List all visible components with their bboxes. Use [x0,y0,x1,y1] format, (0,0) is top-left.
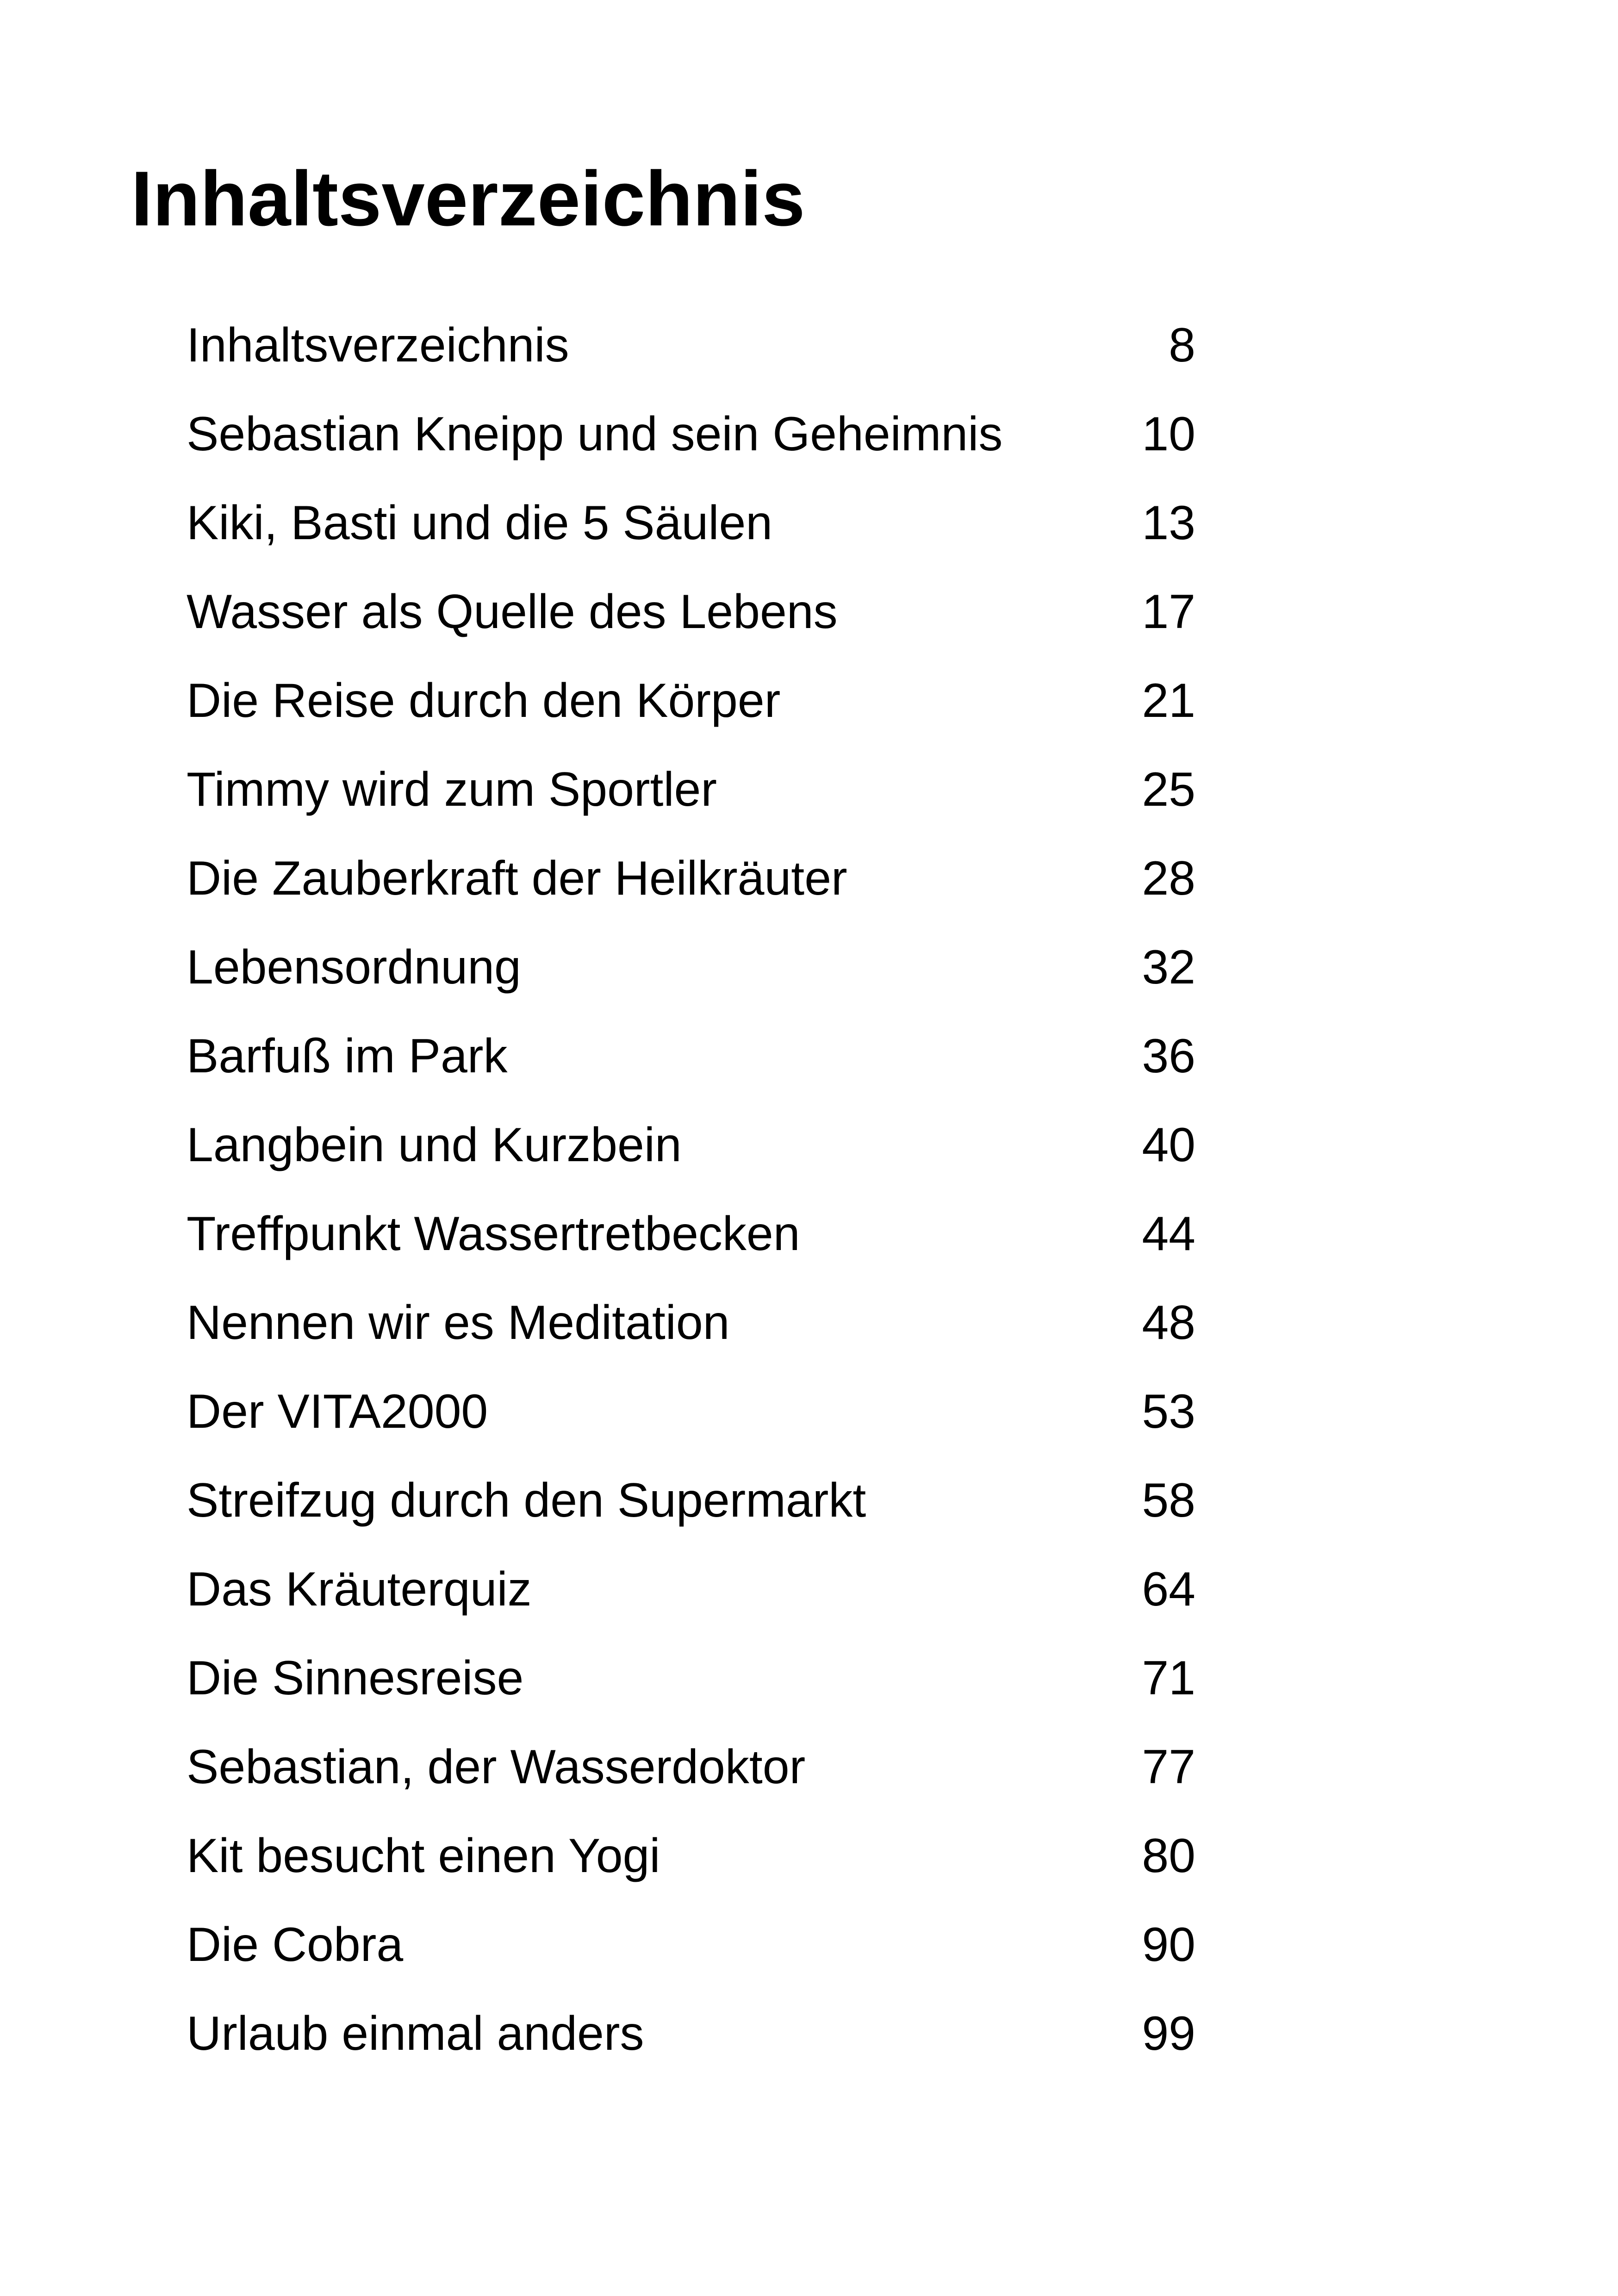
toc-entry-title: Die Reise durch den Körper [187,674,781,728]
toc-entry-title: Der VITA2000 [187,1385,488,1438]
toc-entry-page: 36 [1142,1029,1195,1083]
toc-entry-title: Streifzug durch den Supermarkt [187,1474,866,1527]
toc-entry [187,312,1195,401]
toc-entry [187,1734,1195,1823]
toc-entry-page: 64 [1142,1562,1195,1616]
toc-entry-page: 71 [1142,1651,1195,1705]
toc-entry-page: 25 [1142,763,1195,816]
toc-entry [187,1556,1195,1645]
toc-entry-page: 48 [1142,1296,1195,1350]
toc-entry [187,757,1195,846]
toc-entry-title: Urlaub einmal anders [187,2007,644,2060]
toc-entry-page: 44 [1142,1207,1195,1261]
toc-entry [187,1379,1195,1468]
toc-entry [187,1912,1195,2001]
toc-entry [187,1823,1195,1912]
toc-entry-title: Nennen wir es Meditation [187,1296,730,1350]
toc-entry [187,846,1195,934]
toc-entry-page: 13 [1142,496,1195,550]
toc-entry-page: 58 [1142,1474,1195,1527]
toc-entry-page: 53 [1142,1385,1195,1438]
toc-entry-title: Das Kräuterquiz [187,1562,532,1616]
toc-entry [187,1201,1195,1290]
toc-entry-page: 77 [1142,1740,1195,1794]
toc-entry-title: Inhaltsverzeichnis [187,318,569,372]
toc-entry-page: 8 [1169,318,1195,372]
toc-entry-title: Treffpunkt Wassertretbecken [187,1207,800,1261]
toc-entry [187,1468,1195,1556]
toc-entry-page: 32 [1142,940,1195,994]
toc-entry-title: Langbein und Kurzbein [187,1118,682,1172]
toc-entry-title: Die Zauberkraft der Heilkräuter [187,852,847,905]
toc-entry-page: 10 [1142,407,1195,461]
toc-entry [187,2001,1195,2090]
toc-entry-page: 28 [1142,852,1195,905]
toc-entry-title: Kiki, Basti und die 5 Säulen [187,496,773,550]
toc-entry [187,1112,1195,1201]
toc-entry-title: Timmy wird zum Sportler [187,763,717,816]
toc-entry-page: 90 [1142,1918,1195,1972]
toc-entry [187,1290,1195,1379]
toc-entry [187,579,1195,668]
toc-entry-title: Sebastian Kneipp und sein Geheimnis [187,407,1003,461]
toc-entry [187,668,1195,757]
toc-entry-title: Die Cobra [187,1918,404,1972]
toc-entry [187,1645,1195,1734]
toc-entry [187,401,1195,490]
toc-entry-page: 17 [1142,585,1195,639]
toc-entry-title: Kit besucht einen Yogi [187,1829,660,1883]
toc-entry-title: Sebastian, der Wasserdoktor [187,1740,806,1794]
toc-entry-page: 99 [1142,2007,1195,2060]
toc-entry [187,490,1195,579]
toc-entry-title: Wasser als Quelle des Lebens [187,585,838,639]
toc-entry-page: 80 [1142,1829,1195,1883]
toc-entry-page: 21 [1142,674,1195,728]
page-title: Inhaltsverzeichnis [131,155,805,242]
toc-entry [187,1023,1195,1112]
toc-entry-title: Barfuß im Park [187,1029,508,1083]
toc-entry-title: Die Sinnesreise [187,1651,524,1705]
table-of-contents [187,312,1195,2090]
toc-entry-page: 40 [1142,1118,1195,1172]
toc-entry [187,934,1195,1023]
toc-entry-title: Lebensordnung [187,940,521,994]
